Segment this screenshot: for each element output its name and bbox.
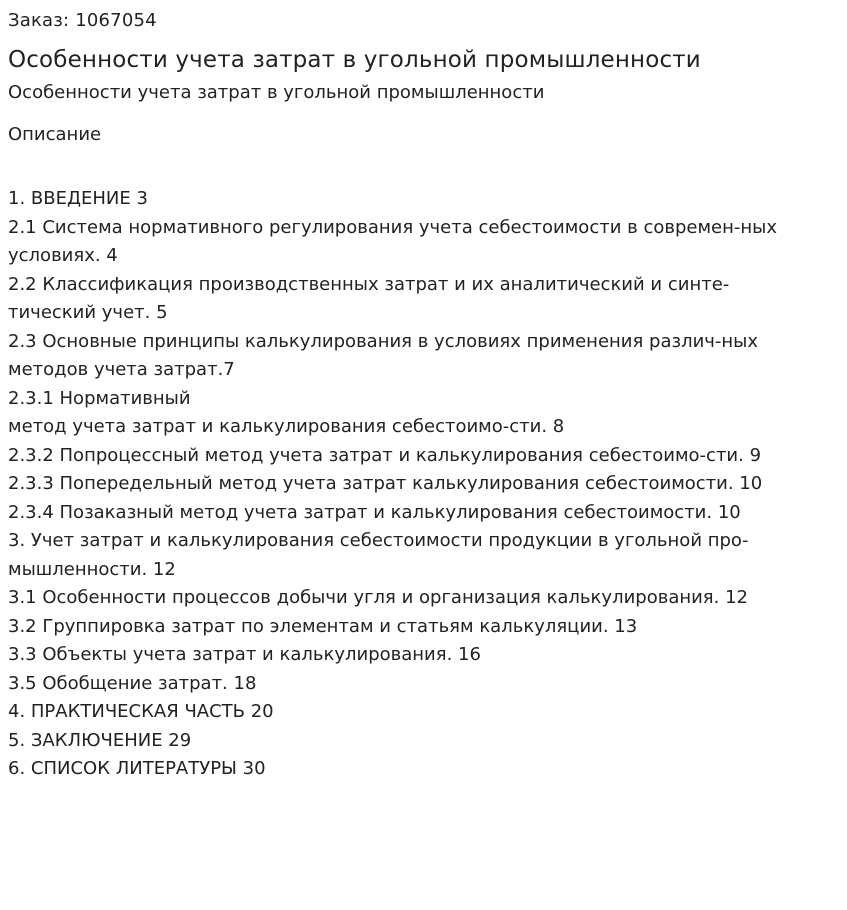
toc-line: 3.3 Объекты учета затрат и калькулирования. 16 [8,644,481,665]
toc-line: 3.1 Особенности процессов добычи угля и организация калькулирования. 12 [8,587,748,608]
toc-line: мышленности. 12 [8,558,176,580]
toc-line: методов учета затрат.7 [8,359,235,380]
toc-line: 2.3 Основные принципы калькулирования в условиях применения различ-ных [8,330,759,352]
toc-line: 3.2 Группировка затрат по элементам и статьям калькуляции. 13 [8,615,638,637]
toc-line: 2.2 Классификация производственных затрат и их аналитический и синте- [8,273,730,295]
table-of-contents [8,185,838,784]
order-number: Заказ: 1067054 [8,10,157,31]
toc-line: 1. ВВЕДЕНИЕ 3 [8,188,148,209]
toc-line: 3. Учет затрат и калькулирования себестоимости продукции в угольной про- [8,530,749,551]
page-subtitle: Особенности учета затрат в угольной промышленности [8,82,545,103]
toc-line: условиях. 4 [8,245,118,266]
toc-line: 2.3.3 Попередельный метод учета затрат калькулирования себестоимости. 10 [8,473,763,494]
toc-line: 6. СПИСОК ЛИТЕРАТУРЫ 30 [8,758,266,779]
description-heading: Описание [8,124,102,145]
toc-line: 4. ПРАКТИЧЕСКАЯ ЧАСТЬ 20 [8,701,274,722]
toc-line: тический учет. 5 [8,302,168,323]
page-title: Особенности учета затрат в угольной промышленности [8,47,701,73]
toc-line: 2.1 Система нормативного регулирования учета себестоимости в современ-ных [8,216,778,238]
toc-line: 2.3.4 Позаказный метод учета затрат и калькулирования себестоимости. 10 [8,501,741,523]
toc-line: 3.5 Обобщение затрат. 18 [8,672,257,694]
toc-line: 5. ЗАКЛЮЧЕНИЕ 29 [8,729,192,751]
toc-line: 2.3.2 Попроцессный метод учета затрат и калькулирования себестоимо-сти. 9 [8,444,762,466]
toc-line: метод учета затрат и калькулирования себестоимо-сти. 8 [8,416,565,437]
toc-line: 2.3.1 Нормативный [8,387,191,409]
